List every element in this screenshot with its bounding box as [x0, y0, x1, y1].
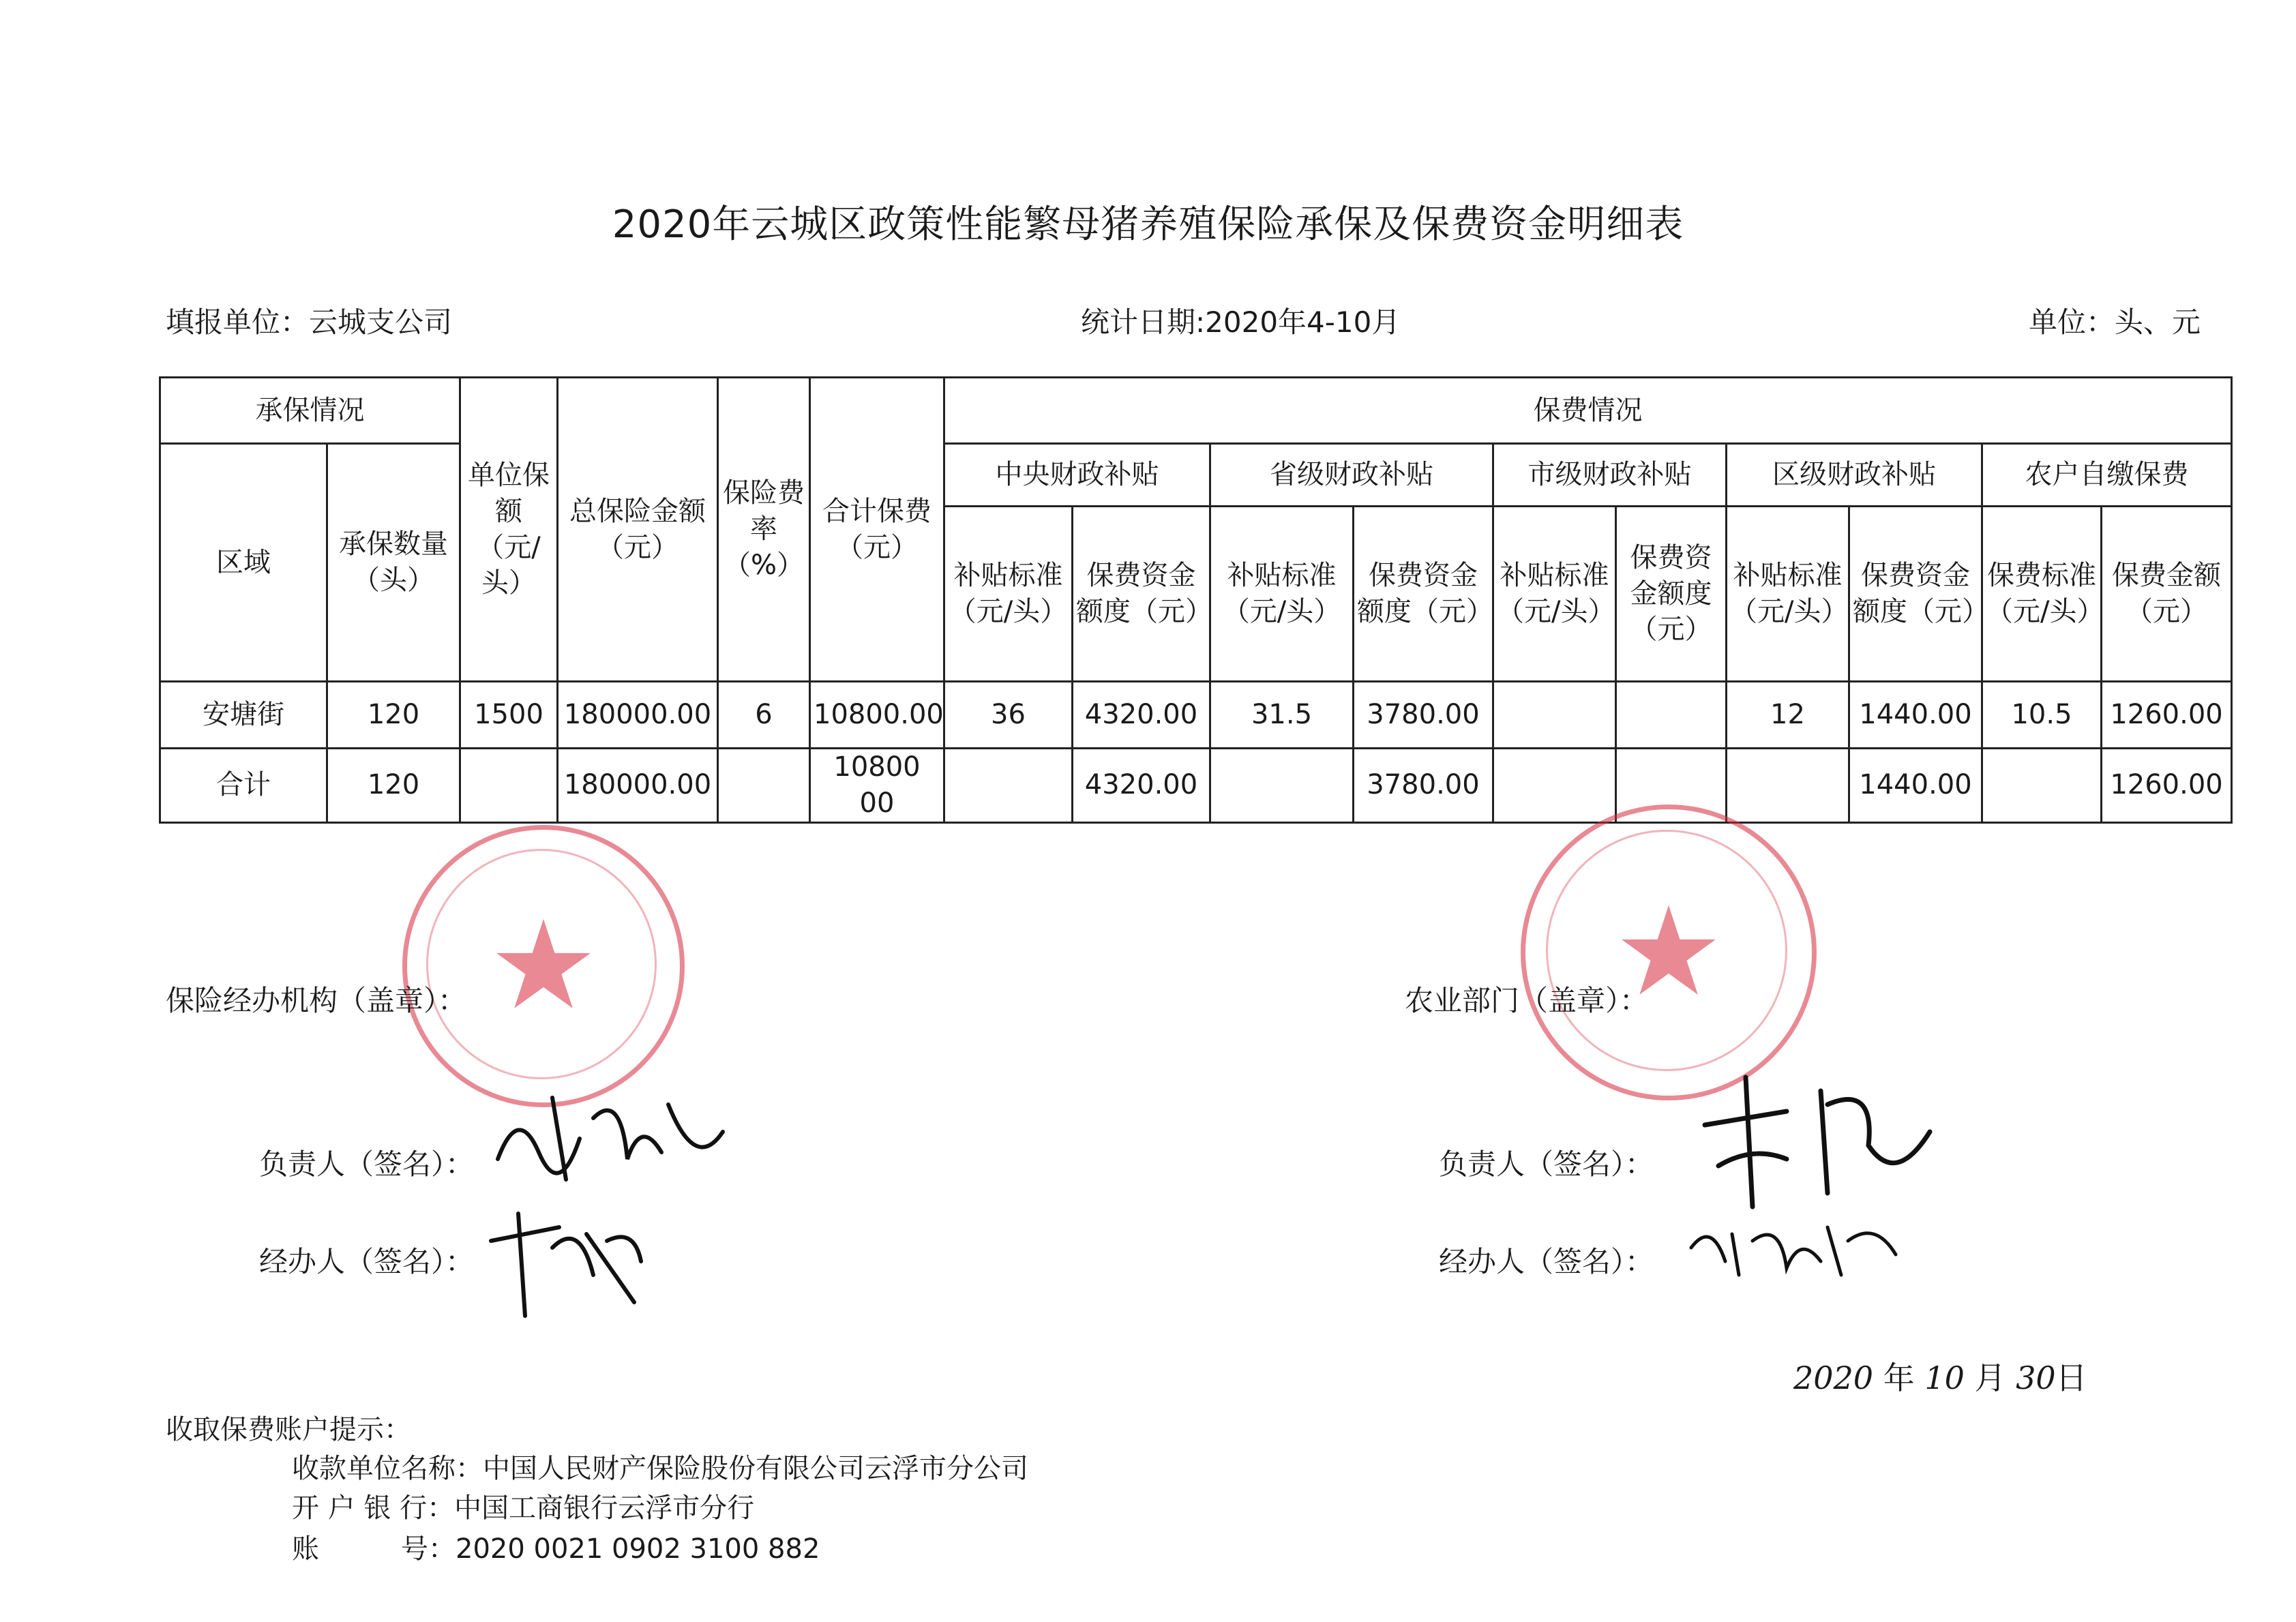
header-central-amt: 保费资金额度（元）	[1073, 507, 1210, 682]
signed-year-unit: 年	[1883, 1360, 1915, 1396]
cell-central-amt: 4320.00	[1073, 682, 1210, 749]
account-value: 2020 0021 0902 3100 882	[456, 1533, 820, 1565]
header-prov-amt: 保费资金额度（元）	[1354, 507, 1493, 682]
cell-city-amt	[1616, 682, 1727, 749]
signed-day-unit: 日	[2055, 1360, 2087, 1396]
page-title: 2020年云城区政策性能繁母猪养殖保险承保及保费资金明细表	[612, 202, 1684, 247]
stat-date-label: 统计日期:	[1081, 305, 1206, 339]
cell-dist-std: 12	[1727, 682, 1849, 749]
star-icon: ★	[488, 895, 599, 1037]
cell-total-premium: 10800.00	[810, 682, 944, 749]
signed-month: 10	[1924, 1360, 1965, 1396]
reporting-unit	[166, 300, 452, 341]
header-rate: 保险费率（%）	[718, 378, 810, 682]
cell-total-insured: 180000.00	[558, 682, 718, 749]
payee-line	[292, 1447, 1028, 1486]
reporting-unit-label: 填报单位：	[166, 305, 310, 339]
insurer-stamp	[402, 825, 685, 1107]
cell-unit-amount: 1500	[460, 682, 558, 749]
cell-farm-std	[1982, 749, 2102, 823]
account-line	[292, 1527, 820, 1566]
header-underwriting: 承保情况	[160, 378, 460, 444]
right-responsible-label: 负责人（签名）：	[1439, 1147, 1654, 1181]
agri-stamp	[1521, 805, 1817, 1100]
cell-prov-amt: 3780.00	[1354, 682, 1493, 749]
cell-central-amt: 4320.00	[1073, 749, 1210, 823]
insurer-stamp-label: 保险经办机构（盖章）：	[166, 984, 467, 1017]
payee-label: 收款单位名称：	[292, 1453, 483, 1484]
header-premium: 保费情况	[944, 378, 2232, 444]
cell-unit-amount	[460, 749, 558, 823]
header-quantity: 承保数量（头）	[327, 444, 460, 682]
cell-rate: 6	[718, 682, 810, 749]
star-icon: ★	[1613, 881, 1724, 1023]
signed-month-unit: 月	[1974, 1360, 2006, 1396]
cell-prov-std: 31.5	[1210, 682, 1354, 749]
bank-value: 中国工商银行云浮市分行	[454, 1492, 755, 1524]
cell-total-insured: 180000.00	[558, 749, 718, 823]
cell-dist-amt: 1440.00	[1849, 749, 1982, 823]
table-row	[160, 682, 2232, 749]
signed-date	[1793, 1353, 2087, 1398]
left-responsible-signature	[491, 1077, 736, 1193]
header-central-std: 补贴标准（元/头）	[944, 507, 1073, 682]
payee-value: 中国人民财产保险股份有限公司云浮市分公司	[483, 1453, 1028, 1484]
bank-label: 开 户 银 行：	[292, 1492, 455, 1524]
cell-total-premium: 10800 00	[810, 749, 944, 823]
signed-year: 2020	[1793, 1360, 1874, 1396]
cell-prov-amt: 3780.00	[1354, 749, 1493, 823]
header-city-amt: 保费资金额度（元）	[1616, 507, 1727, 682]
cell-central-std: 36	[944, 682, 1073, 749]
reporting-unit-value: 云城支公司	[309, 305, 453, 339]
left-handler-signature	[477, 1200, 655, 1323]
cell-qty: 120	[327, 749, 460, 823]
cell-prov-std	[1210, 749, 1354, 823]
header-dist-amt: 保费资金额度（元）	[1849, 507, 1982, 682]
left-responsible-label: 负责人（签名）：	[259, 1147, 475, 1181]
header-district: 区级财政补贴	[1727, 444, 1982, 507]
left-handler-label: 经办人（签名）：	[259, 1245, 475, 1278]
measure-unit-value: 头、元	[2115, 305, 2201, 339]
header-farm-amt: 保费金额（元）	[2102, 507, 2232, 682]
cell-city-std	[1493, 682, 1616, 749]
stat-date-value: 2020年4-10月	[1205, 305, 1401, 339]
bank-line	[292, 1486, 754, 1525]
measure-unit-label: 单位：	[2029, 305, 2115, 339]
header-prov-std: 补贴标准（元/头）	[1210, 507, 1354, 682]
cell-city-std	[1493, 749, 1616, 823]
header-total-insured: 总保险金额（元）	[558, 378, 718, 682]
header-farmer: 农户自缴保费	[1982, 444, 2232, 507]
right-handler-signature	[1684, 1207, 1909, 1289]
right-responsible-signature	[1691, 1064, 1950, 1214]
signed-day: 30	[2016, 1360, 2056, 1396]
cell-farm-amt: 1260.00	[2102, 682, 2232, 749]
measure-unit	[2029, 300, 2201, 341]
stat-date	[1081, 300, 1400, 341]
cell-central-std	[944, 749, 1073, 823]
right-handler-label: 经办人（签名）：	[1439, 1245, 1654, 1278]
premium-detail-table	[159, 376, 2233, 824]
cell-dist-amt: 1440.00	[1849, 682, 1982, 749]
header-city: 市级财政补贴	[1493, 444, 1727, 507]
header-provincial: 省级财政补贴	[1210, 444, 1493, 507]
table-row-total	[160, 749, 2232, 823]
agri-stamp-label: 农业部门（盖章）：	[1405, 984, 1649, 1017]
header-farm-std: 保费标准（元/头）	[1982, 507, 2102, 682]
header-total-premium: 合计保费（元）	[810, 378, 944, 682]
account-label: 账 号：	[292, 1533, 456, 1565]
cell-region: 安塘街	[160, 682, 327, 749]
header-unit-amount: 单位保额（元/头）	[460, 378, 558, 682]
cell-rate	[718, 749, 810, 823]
cell-dist-std	[1727, 749, 1849, 823]
header-central: 中央财政补贴	[944, 444, 1210, 507]
cell-region: 合计	[160, 749, 327, 823]
account-hint: 收取保费账户提示：	[166, 1414, 411, 1445]
header-region: 区域	[160, 444, 327, 682]
header-dist-std: 补贴标准（元/头）	[1727, 507, 1849, 682]
cell-farm-std: 10.5	[1982, 682, 2102, 749]
cell-qty: 120	[327, 682, 460, 749]
cell-farm-amt: 1260.00	[2102, 749, 2232, 823]
header-city-std: 补贴标准（元/头）	[1493, 507, 1616, 682]
